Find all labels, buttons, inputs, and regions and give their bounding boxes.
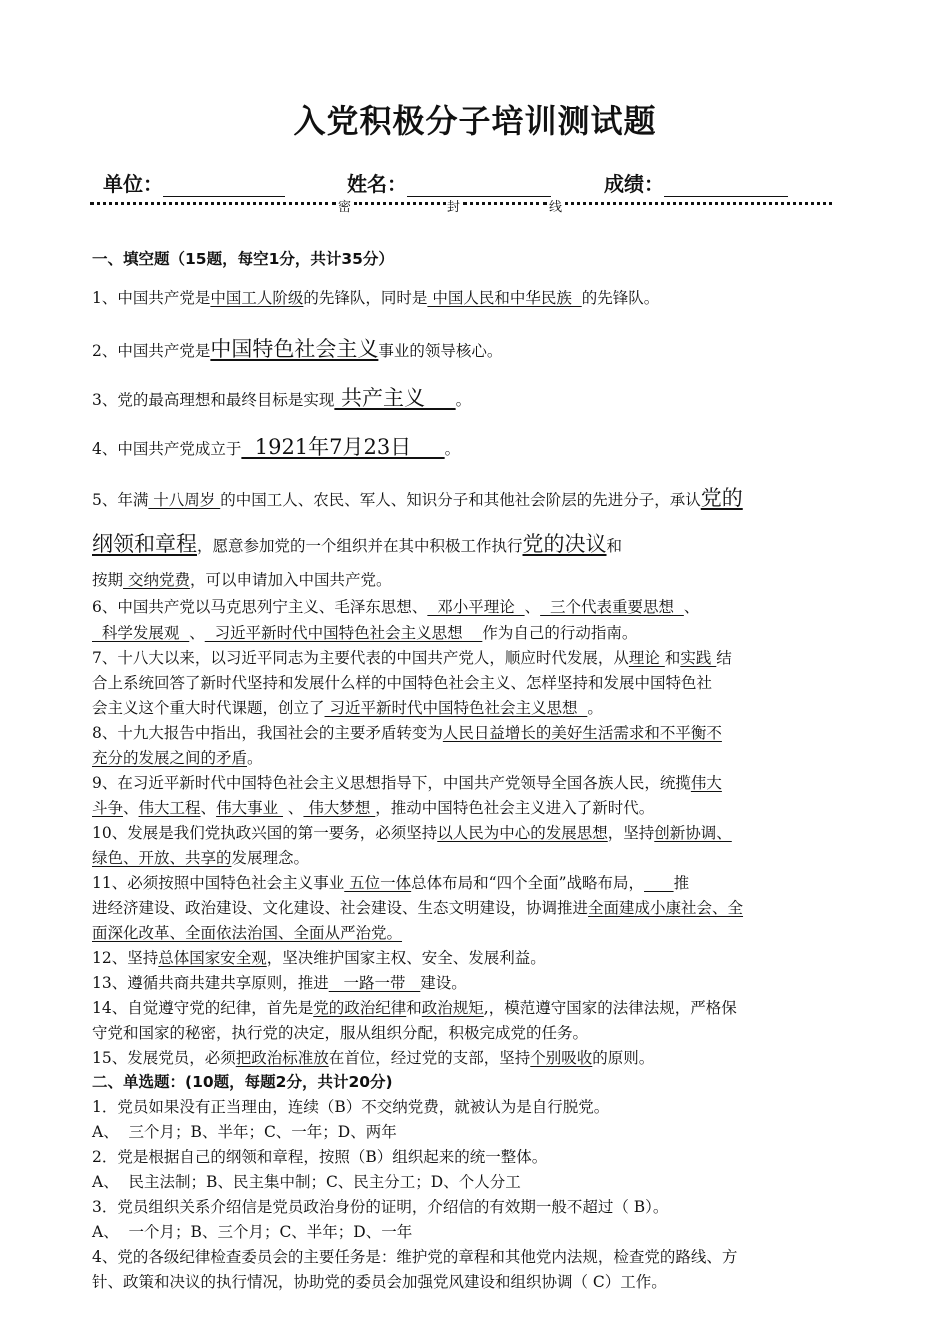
- q8-text: 。: [247, 749, 263, 767]
- question-1: [92, 286, 862, 308]
- q15-text: 的原则。: [592, 1049, 655, 1067]
- question-7-line-3: [92, 696, 862, 718]
- q9-answer: 伟大事业: [216, 799, 283, 817]
- seal-dots: [354, 202, 446, 209]
- q2-text: 事业的领导核心。: [378, 342, 503, 360]
- q2-text: 2、中国共产党是: [92, 342, 211, 360]
- q5-text: 按期: [92, 571, 124, 589]
- question-6-line-2: [92, 621, 862, 643]
- q5-text: 和: [606, 537, 623, 555]
- q5-answer: 党的: [700, 486, 743, 510]
- question-5-line-1: [92, 482, 862, 512]
- question-14-line-1: [92, 996, 862, 1018]
- question-11-line-3: [92, 921, 862, 943]
- q6-text: 、: [189, 624, 205, 642]
- q14-text: 和: [406, 999, 422, 1017]
- question-15: [92, 1046, 862, 1068]
- q13-text: 建设。: [420, 974, 467, 992]
- q5-answer: 交纳党费: [123, 571, 190, 589]
- mc-question-4-line-2: 针、政策和决议的执行情况，协助党的委员会加强党风建设和组织协调（ C）工作。: [92, 1273, 667, 1291]
- seal-char-mi: 密: [338, 200, 352, 215]
- q6-text: 、: [524, 598, 541, 616]
- question-11-line-1: [92, 871, 862, 893]
- q9-answer: 斗争: [92, 799, 124, 817]
- q5-text: ，愿意参加党的一个组织并在其中积极工作执行: [197, 537, 523, 555]
- q4-text: 。: [444, 440, 461, 458]
- section-heading-fill: 一、填空题（15题，每空1分，共计35分）: [92, 250, 394, 268]
- question-7-line-1: [92, 646, 862, 668]
- seal-dots: [463, 202, 547, 209]
- seal-line: [90, 196, 832, 216]
- question-8-line-1: [92, 721, 862, 743]
- question-10-line-2: [92, 846, 862, 868]
- question-3: [92, 382, 862, 412]
- q6-answer: 邓小平理论: [427, 598, 525, 616]
- q8-answer: 人民日益增长的美好生活需求和不平衡不: [442, 724, 722, 742]
- q9-text: ，推动中国特色社会主义进入了新时代。: [375, 799, 655, 817]
- q6-answer: 科学发展观: [92, 624, 190, 642]
- q11-answer: 五位一体: [344, 874, 412, 892]
- q13-answer: 一路一带: [328, 974, 421, 992]
- q6-text: 作为自己的行动指南。: [482, 624, 638, 642]
- q9-answer: 伟大: [690, 774, 722, 792]
- question-7-line-2: 合上系统回答了新时代坚持和发展什么样的中国特色社会主义、怎样坚持和发展中国特色社: [92, 674, 713, 692]
- question-6-line-1: [92, 595, 862, 617]
- seal-char-feng: 封: [447, 200, 461, 215]
- q5-answer: 十八周岁: [148, 491, 221, 509]
- mc-question-2: 2．党是根据自己的纲领和章程，按照（B）组织起来的统一整体。: [92, 1148, 548, 1166]
- question-5-line-2: [92, 528, 862, 558]
- score-field: [604, 168, 788, 197]
- q3-text: 。: [455, 391, 472, 409]
- q5-answer: 纲领和章程: [92, 532, 197, 556]
- q7-text: 会主义这个重大时代课题，创立了: [92, 699, 325, 717]
- q5-text: 的中国工人、农民、军人、知识分子和其他社会阶层的先进分子，承认: [220, 491, 701, 509]
- q15-text: 在首位，经过党的支部，坚持: [328, 1049, 531, 1067]
- q10-text: 发展理念。: [231, 849, 310, 867]
- q14-text: ,，模范遵守国家的法律法规，严格保: [483, 999, 737, 1017]
- q1-answer: 中国人民和中华民族: [427, 289, 582, 307]
- seal-dots: [565, 202, 832, 209]
- q5-answer: 党的决议: [522, 532, 607, 556]
- q12-answer: 总体国家安全观: [158, 949, 267, 967]
- q11-text: 总体布局和“四个全面”战略布局，: [411, 874, 645, 892]
- name-blank[interactable]: [407, 176, 551, 197]
- question-2: [92, 333, 862, 363]
- question-5-line-3: [92, 568, 862, 590]
- question-13: [92, 971, 862, 993]
- q8-answer: 充分的发展之间的矛盾: [92, 749, 248, 767]
- q1-text: 的先锋队。: [581, 289, 660, 307]
- q7-text: 和: [664, 649, 681, 667]
- q6-answer: 三个代表重要思想: [540, 598, 684, 616]
- question-10-line-1: [92, 821, 862, 843]
- question-9-line-1: [92, 771, 862, 793]
- q4-text: 4、中国共产党成立于: [92, 440, 242, 458]
- q10-answer: 绿色、开放、共享的: [92, 849, 232, 867]
- name-field: [347, 168, 551, 197]
- mc-question-3-options: A、 一个月；B、三个月；C、半年；D、一年: [92, 1223, 413, 1241]
- q10-text: ，坚持: [607, 824, 655, 842]
- mc-question-2-options: A、 民主法制；B、民主集中制；C、民主分工；D、个人分工: [92, 1173, 521, 1191]
- q1-answer: 中国工人阶级: [210, 289, 304, 307]
- q7-answer: 习近平新时代中国特色社会主义思想: [324, 699, 588, 717]
- mc-question-1: 1．党员如果没有正当理由，连续（B）不交纳党费，就被认为是自行脱党。: [92, 1098, 610, 1116]
- q5-text: ，可以申请加入中国共产党。: [189, 571, 392, 589]
- q11-blank[interactable]: [644, 874, 674, 892]
- mc-question-1-options: A、 三个月；B、半年；C、一年；D、两年: [92, 1123, 397, 1141]
- q14-answer: 政治规矩: [421, 999, 484, 1017]
- q7-answer: 实践: [680, 649, 717, 667]
- name-label: 姓名：: [347, 172, 407, 196]
- seal-dots: [90, 202, 336, 209]
- q11-answer: 全面建成小康社会、全: [588, 899, 744, 917]
- unit-field: [103, 168, 285, 197]
- q14-text: 14、自觉遵守党的纪律，首先是: [92, 999, 314, 1017]
- score-label: 成绩：: [604, 172, 664, 196]
- q13-text: 13、遵循共商共建共享原则，推进: [92, 974, 329, 992]
- q6-text: 、: [683, 598, 700, 616]
- score-blank[interactable]: [664, 176, 788, 197]
- q9-answer: 伟大工程: [138, 799, 201, 817]
- q15-text: 15、发展党员，必须: [92, 1049, 236, 1067]
- q7-text: 结: [716, 649, 732, 667]
- q10-answer: 以人民为中心的发展思想: [437, 824, 608, 842]
- q1-text: 1、中国共产党是: [92, 289, 211, 307]
- q3-text: 3、党的最高理想和最终目标是实现: [92, 391, 335, 409]
- q9-text: 、: [200, 799, 217, 817]
- q2-answer: 中国特色社会主义: [210, 337, 379, 361]
- q7-answer: 理论: [628, 649, 665, 667]
- q9-answer: 伟大梦想: [303, 799, 376, 817]
- question-9-line-2: [92, 796, 862, 818]
- q12-text: ，坚决维护国家主权、安全、发展利益。: [266, 949, 546, 967]
- question-4: [92, 431, 862, 461]
- page-title: 入党积极分子培训测试题: [293, 102, 657, 140]
- q11-answer: 面深化改革、全面依法治国、全面从严治党。: [92, 924, 403, 942]
- q9-text: 、: [283, 799, 304, 817]
- unit-label: 单位：: [103, 172, 163, 196]
- mc-question-4-line-1: 4、党的各级纪律检查委员会的主要任务是：维护党的章程和其他党内法规，检查党的路线、方: [92, 1248, 738, 1266]
- question-12: [92, 946, 862, 968]
- mc-question-3: 3．党员组织关系介绍信是党员政治身份的证明，介绍信的有效期一般不超过（ B）。: [92, 1198, 669, 1216]
- q4-answer: 1921年7月23日: [241, 435, 445, 459]
- q10-answer: 创新协调、: [654, 824, 732, 842]
- q15-answer: 把政治标准放: [235, 1049, 329, 1067]
- q9-text: 、: [123, 799, 139, 817]
- section-heading-single-choice: 二、单选题：(10题，每题2分，共计20分): [92, 1073, 393, 1091]
- unit-blank[interactable]: [163, 176, 285, 197]
- q5-text: 5、年满: [92, 491, 149, 509]
- q8-text: 8、十九大报告中指出，我国社会的主要矛盾转变为: [92, 724, 443, 742]
- question-11-line-2: [92, 896, 862, 918]
- q14-answer: 党的政治纪律: [313, 999, 407, 1017]
- q10-text: 10、发展是我们党执政兴国的第一要务，必须坚持: [92, 824, 438, 842]
- q1-text: 的先锋队，同时是: [303, 289, 428, 307]
- question-8-line-2: [92, 746, 862, 768]
- q12-text: 12、坚持: [92, 949, 159, 967]
- q9-text: 9、在习近平新时代中国特色社会主义思想指导下，中国共产党领导全国各族人民，统揽: [92, 774, 691, 792]
- q11-text: 11、必须按照中国特色社会主义事业: [92, 874, 345, 892]
- question-14-line-2: 守党和国家的秘密，执行党的决定，服从组织分配，积极完成党的任务。: [92, 1024, 589, 1042]
- q6-answer: 习近平新时代中国特色社会主义思想: [204, 624, 483, 642]
- q11-text: 推: [673, 874, 690, 892]
- q7-text: 7、十八大以来，以习近平同志为主要代表的中国共产党人，顺应时代发展，从: [92, 649, 629, 667]
- q7-text: 。: [587, 699, 603, 717]
- seal-char-xian: 线: [549, 200, 563, 215]
- q15-answer: 个别吸收: [530, 1049, 593, 1067]
- q6-text: 6、中国共产党以马克思列宁主义、毛泽东思想、: [92, 598, 428, 616]
- q11-text: 进经济建设、政治建设、文化建设、社会建设、生态文明建设，协调推进: [92, 899, 589, 917]
- q3-answer: 共产主义 _: [334, 386, 456, 410]
